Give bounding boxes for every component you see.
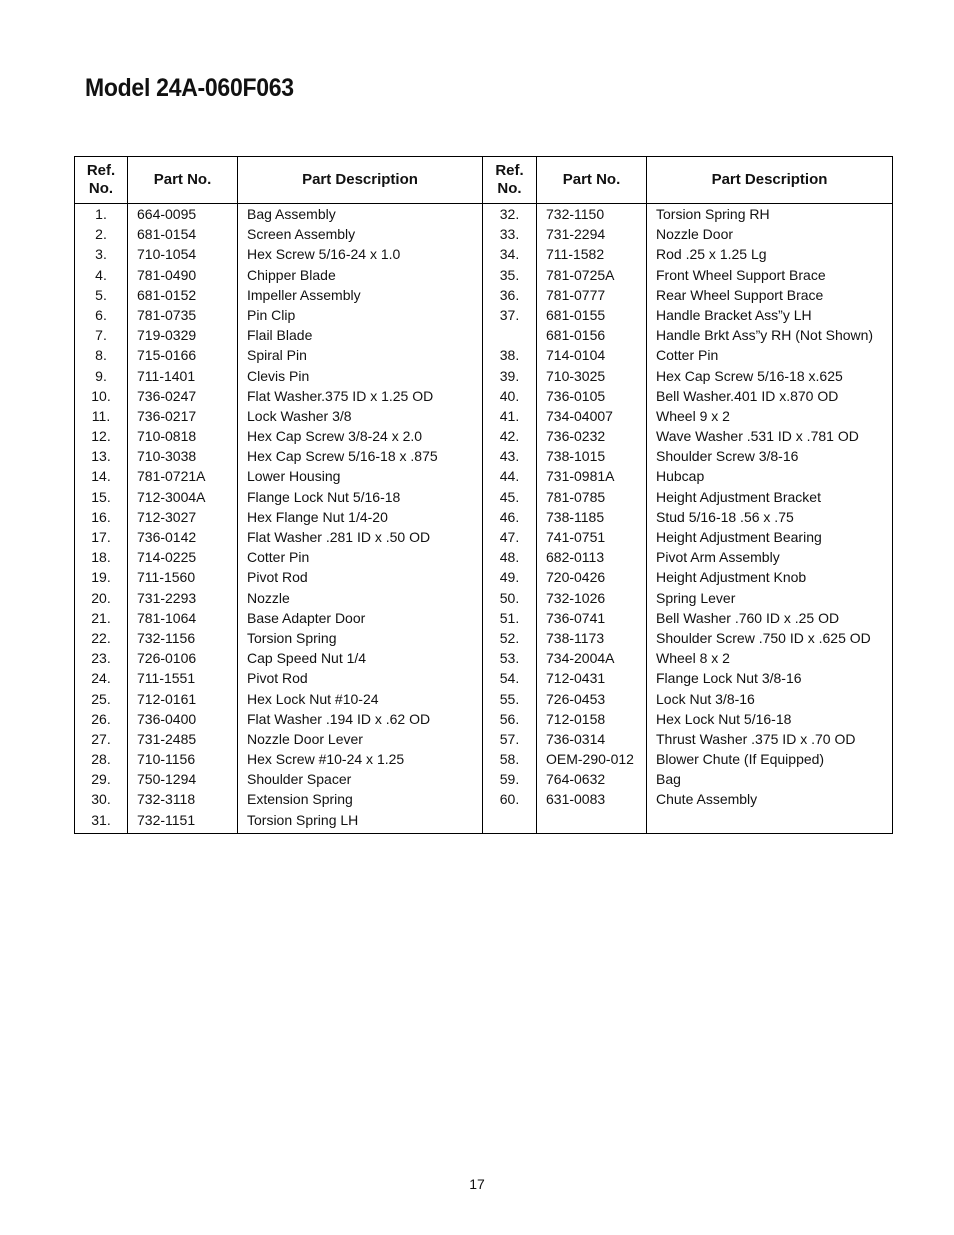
ref-number: 48. [483,547,537,567]
ref-no-header: Ref. No. [483,157,537,204]
ref-number: 57. [483,729,537,749]
part-description: Nozzle Door Lever [238,729,483,749]
part-number [537,810,647,834]
part-description: Hex Screw #10-24 x 1.25 [238,749,483,769]
table-row [75,527,893,547]
ref-number: 32. [483,204,537,225]
table-row [75,729,893,749]
ref-number: 14. [75,466,128,486]
part-number: OEM-290-012 [537,749,647,769]
ref-number: 52. [483,628,537,648]
part-number: 731-0981A [537,466,647,486]
part-number: 738-1185 [537,507,647,527]
part-number: 732-1156 [128,628,238,648]
table-row [75,305,893,325]
part-description: Torsion Spring [238,628,483,648]
table-row [75,810,893,834]
ref-number: 49. [483,567,537,587]
ref-number: 16. [75,507,128,527]
part-no-header: Part No. [537,157,647,204]
ref-number: 43. [483,446,537,466]
ref-number: 38. [483,345,537,365]
table-row [75,608,893,628]
part-description: Blower Chute (If Equipped) [647,749,893,769]
ref-number: 44. [483,466,537,486]
part-number: 736-0232 [537,426,647,446]
ref-number [483,325,537,345]
part-number: 736-0105 [537,386,647,406]
ref-number: 33. [483,224,537,244]
part-number: 681-0154 [128,224,238,244]
ref-number: 47. [483,527,537,547]
part-description: Hex Lock Nut 5/16-18 [647,709,893,729]
part-number: 710-1156 [128,749,238,769]
ref-number: 6. [75,305,128,325]
ref-number: 25. [75,689,128,709]
part-description: Flange Lock Nut 3/8-16 [647,668,893,688]
part-number: 719-0329 [128,325,238,345]
ref-number: 26. [75,709,128,729]
table-row [75,345,893,365]
table-row [75,749,893,769]
parts-table [74,156,893,834]
ref-number: 53. [483,648,537,668]
part-description: Extension Spring [238,789,483,809]
table-row [75,789,893,809]
part-description: Chute Assembly [647,789,893,809]
table-row [75,487,893,507]
ref-number: 24. [75,668,128,688]
part-description: Hex Flange Nut 1/4-20 [238,507,483,527]
part-number: 781-1064 [128,608,238,628]
part-description-header: Part Description [647,157,893,204]
part-number: 711-1551 [128,668,238,688]
part-number: 781-0735 [128,305,238,325]
part-number: 781-0777 [537,285,647,305]
part-description: Base Adapter Door [238,608,483,628]
part-number: 734-04007 [537,406,647,426]
part-description: Cotter Pin [647,345,893,365]
part-description: Bell Washer.401 ID x.870 OD [647,386,893,406]
ref-number: 10. [75,386,128,406]
part-description: Pin Clip [238,305,483,325]
ref-no-header: Ref. No. [75,157,128,204]
table-row [75,446,893,466]
part-number: 731-2294 [537,224,647,244]
part-number: 741-0751 [537,527,647,547]
table-header-row [75,157,893,204]
ref-number: 31. [75,810,128,834]
part-number: 736-0314 [537,729,647,749]
part-number: 631-0083 [537,789,647,809]
table-row [75,709,893,729]
part-number: 731-2485 [128,729,238,749]
part-number: 712-0431 [537,668,647,688]
ref-number: 37. [483,305,537,325]
part-number: 726-0106 [128,648,238,668]
ref-number: 1. [75,204,128,225]
part-number: 731-2293 [128,588,238,608]
part-number: 711-1560 [128,567,238,587]
part-description: Hex Cap Screw 5/16-18 x.625 [647,366,893,386]
part-description: Wheel 9 x 2 [647,406,893,426]
part-number: 736-0217 [128,406,238,426]
table-row [75,386,893,406]
part-number: 738-1173 [537,628,647,648]
ref-number: 8. [75,345,128,365]
part-description: Thrust Washer .375 ID x .70 OD [647,729,893,749]
part-number: 736-0741 [537,608,647,628]
ref-number: 35. [483,265,537,285]
part-description: Shoulder Screw 3/8-16 [647,446,893,466]
part-description: Stud 5/16-18 .56 x .75 [647,507,893,527]
part-description: Rear Wheel Support Brace [647,285,893,305]
part-description: Lock Washer 3/8 [238,406,483,426]
part-number: 710-3025 [537,366,647,386]
part-description: Rod .25 x 1.25 Lg [647,244,893,264]
part-number: 764-0632 [537,769,647,789]
table-row [75,769,893,789]
part-number: 681-0156 [537,325,647,345]
ref-number: 51. [483,608,537,628]
part-number: 726-0453 [537,689,647,709]
table-row [75,648,893,668]
part-description: Bell Washer .760 ID x .25 OD [647,608,893,628]
part-description: Height Adjustment Bracket [647,487,893,507]
part-number: 732-1151 [128,810,238,834]
part-description: Hex Cap Screw 3/8-24 x 2.0 [238,426,483,446]
table-row [75,406,893,426]
part-description: Pivot Rod [238,668,483,688]
part-description: Cotter Pin [238,547,483,567]
part-number: 736-0247 [128,386,238,406]
ref-number: 42. [483,426,537,446]
ref-number: 7. [75,325,128,345]
part-description: Handle Brkt Ass”y RH (Not Shown) [647,325,893,345]
ref-number: 28. [75,749,128,769]
part-description: Torsion Spring LH [238,810,483,834]
part-description: Chipper Blade [238,265,483,285]
table-row [75,547,893,567]
ref-number [483,810,537,834]
part-description: Handle Bracket Ass”y LH [647,305,893,325]
ref-number: 27. [75,729,128,749]
part-no-header: Part No. [128,157,238,204]
part-number: 681-0155 [537,305,647,325]
part-description [647,810,893,834]
part-description: Hex Screw 5/16-24 x 1.0 [238,244,483,264]
part-description-header: Part Description [238,157,483,204]
ref-number: 41. [483,406,537,426]
part-description: Flat Washer .194 ID x .62 OD [238,709,483,729]
part-description: Hex Lock Nut #10-24 [238,689,483,709]
ref-number: 18. [75,547,128,567]
ref-number: 39. [483,366,537,386]
part-description: Nozzle Door [647,224,893,244]
part-description: Height Adjustment Bearing [647,527,893,547]
page-number: 17 [469,1176,485,1192]
table-row [75,325,893,345]
ref-number: 34. [483,244,537,264]
ref-number: 58. [483,749,537,769]
part-description: Spiral Pin [238,345,483,365]
ref-number: 2. [75,224,128,244]
ref-number: 54. [483,668,537,688]
table-row [75,265,893,285]
part-description: Clevis Pin [238,366,483,386]
table-row [75,567,893,587]
part-number: 715-0166 [128,345,238,365]
part-description: Impeller Assembly [238,285,483,305]
part-description: Nozzle [238,588,483,608]
part-number: 736-0142 [128,527,238,547]
part-description: Flange Lock Nut 5/16-18 [238,487,483,507]
table-row [75,628,893,648]
part-number: 714-0104 [537,345,647,365]
table-row [75,588,893,608]
ref-number: 40. [483,386,537,406]
part-number: 781-0725A [537,265,647,285]
part-description: Wave Washer .531 ID x .781 OD [647,426,893,446]
part-description: Shoulder Spacer [238,769,483,789]
part-number: 711-1401 [128,366,238,386]
part-number: 781-0785 [537,487,647,507]
part-description: Shoulder Screw .750 ID x .625 OD [647,628,893,648]
ref-number: 13. [75,446,128,466]
parts-table-body [75,204,893,834]
part-number: 732-3118 [128,789,238,809]
ref-number: 19. [75,567,128,587]
ref-number: 59. [483,769,537,789]
part-description: Wheel 8 x 2 [647,648,893,668]
part-description: Height Adjustment Knob [647,567,893,587]
ref-number: 56. [483,709,537,729]
ref-number: 30. [75,789,128,809]
part-description: Flail Blade [238,325,483,345]
part-number: 711-1582 [537,244,647,264]
part-number: 734-2004A [537,648,647,668]
part-number: 732-1150 [537,204,647,225]
ref-number: 46. [483,507,537,527]
part-description: Screen Assembly [238,224,483,244]
ref-number: 17. [75,527,128,547]
part-number: 738-1015 [537,446,647,466]
ref-number: 50. [483,588,537,608]
part-description: Lock Nut 3/8-16 [647,689,893,709]
part-description: Cap Speed Nut 1/4 [238,648,483,668]
part-number: 710-3038 [128,446,238,466]
part-number: 714-0225 [128,547,238,567]
table-row [75,668,893,688]
part-description: Flat Washer .281 ID x .50 OD [238,527,483,547]
part-number: 710-1054 [128,244,238,264]
ref-number: 55. [483,689,537,709]
part-description: Pivot Arm Assembly [647,547,893,567]
part-description: Bag Assembly [238,204,483,225]
table-row [75,466,893,486]
part-number: 781-0721A [128,466,238,486]
table-row [75,507,893,527]
part-number: 781-0490 [128,265,238,285]
table-row [75,366,893,386]
table-row [75,224,893,244]
part-description: Hex Cap Screw 5/16-18 x .875 [238,446,483,466]
table-row [75,244,893,264]
part-number: 712-0161 [128,689,238,709]
part-description: Lower Housing [238,466,483,486]
ref-number: 36. [483,285,537,305]
part-number: 681-0152 [128,285,238,305]
table-row [75,285,893,305]
ref-number: 12. [75,426,128,446]
part-description: Hubcap [647,466,893,486]
ref-number: 60. [483,789,537,809]
ref-number: 11. [75,406,128,426]
part-number: 732-1026 [537,588,647,608]
part-number: 712-0158 [537,709,647,729]
ref-number: 20. [75,588,128,608]
part-number: 736-0400 [128,709,238,729]
part-description: Flat Washer.375 ID x 1.25 OD [238,386,483,406]
part-number: 712-3027 [128,507,238,527]
part-number: 720-0426 [537,567,647,587]
part-description: Pivot Rod [238,567,483,587]
ref-number: 15. [75,487,128,507]
ref-number: 9. [75,366,128,386]
table-row [75,689,893,709]
part-number: 664-0095 [128,204,238,225]
table-row [75,426,893,446]
table-row [75,204,893,225]
part-number: 710-0818 [128,426,238,446]
part-description: Spring Lever [647,588,893,608]
ref-number: 45. [483,487,537,507]
part-description: Torsion Spring RH [647,204,893,225]
ref-number: 29. [75,769,128,789]
page-title: Model 24A-060F063 [85,74,294,102]
part-number: 712-3004A [128,487,238,507]
ref-number: 5. [75,285,128,305]
part-description: Bag [647,769,893,789]
ref-number: 4. [75,265,128,285]
ref-number: 21. [75,608,128,628]
ref-number: 3. [75,244,128,264]
ref-number: 22. [75,628,128,648]
part-number: 750-1294 [128,769,238,789]
ref-number: 23. [75,648,128,668]
part-number: 682-0113 [537,547,647,567]
part-description: Front Wheel Support Brace [647,265,893,285]
